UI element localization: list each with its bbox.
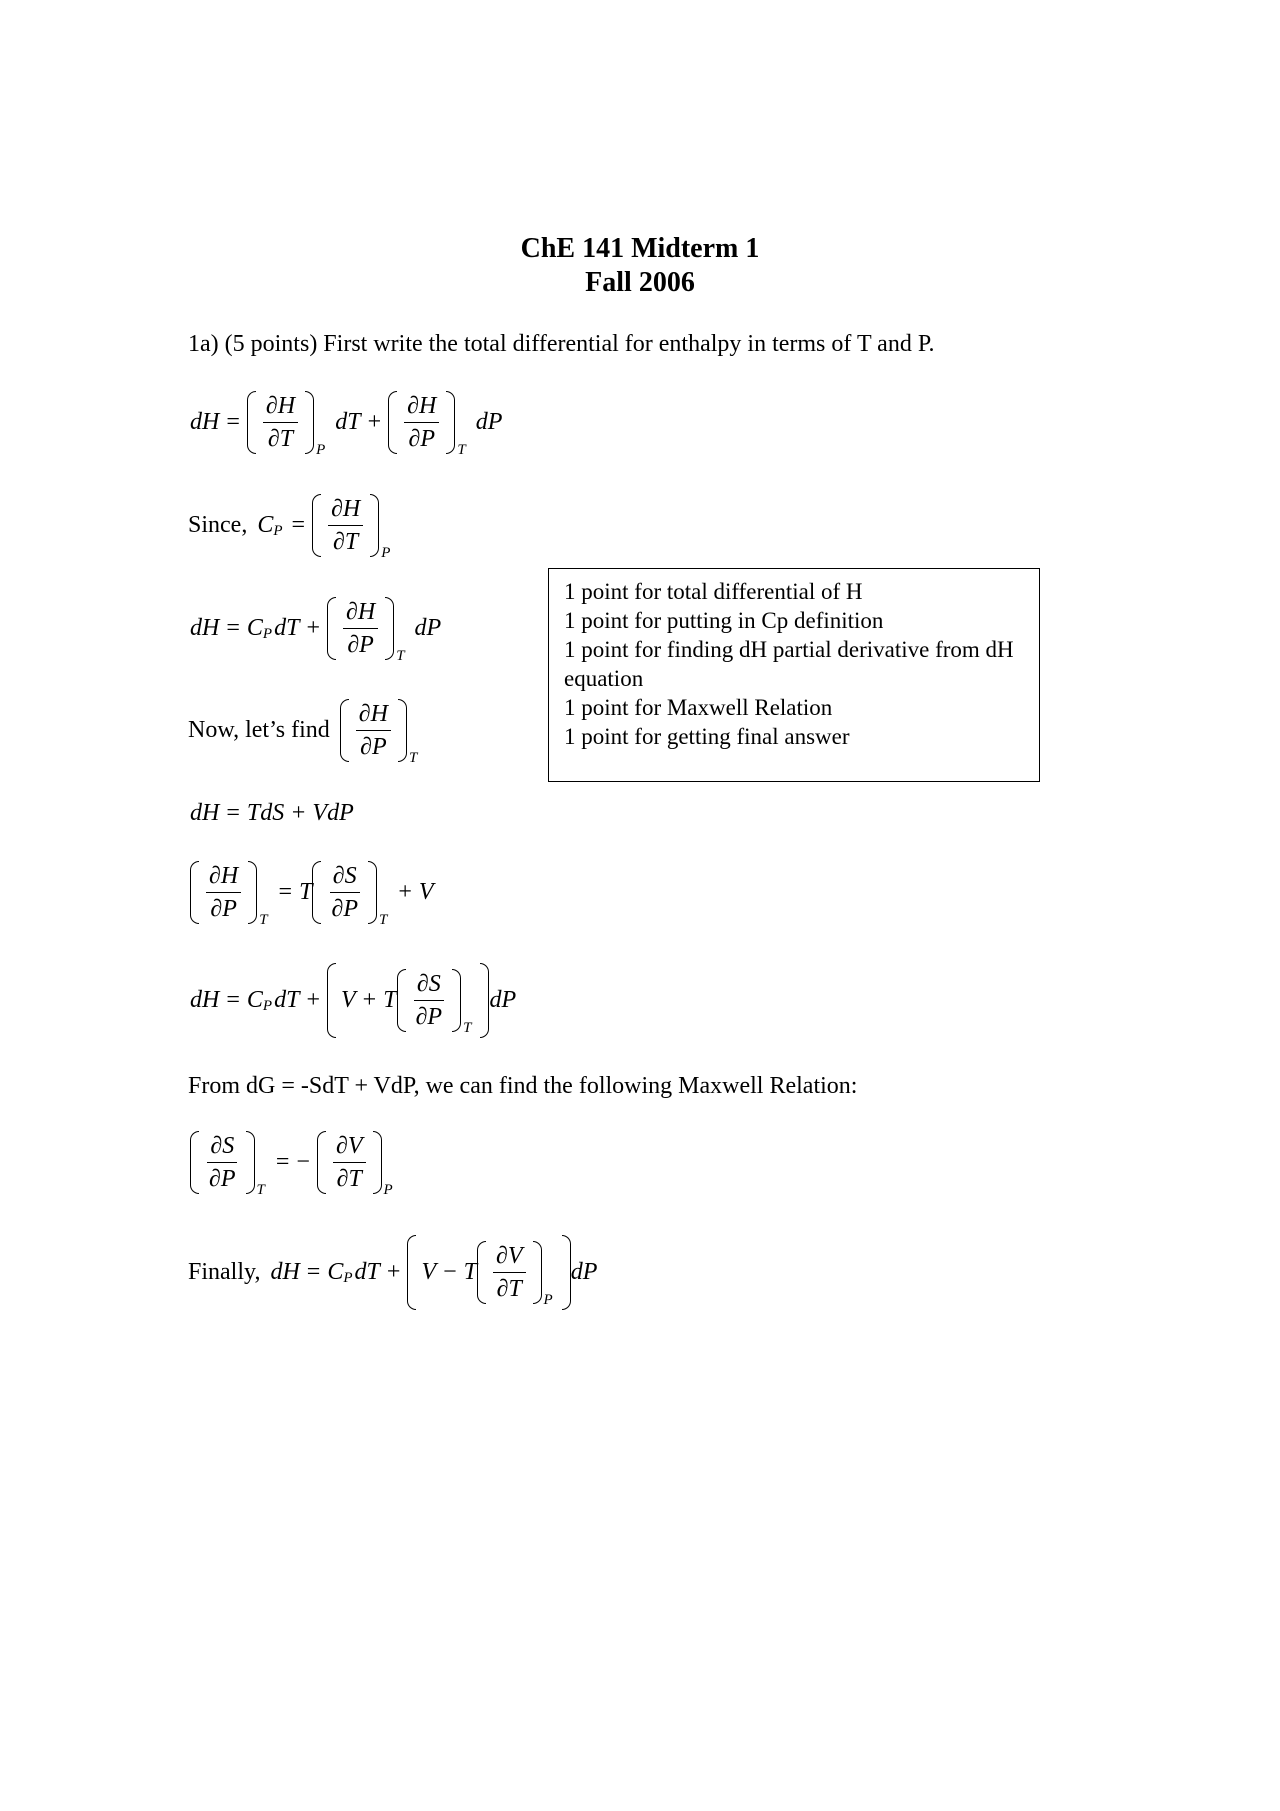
- eq-term: C: [246, 615, 263, 641]
- paren-group: [388, 390, 455, 455]
- paren-group: [190, 860, 257, 925]
- subscript: P: [381, 545, 391, 561]
- eq-op: =: [278, 879, 293, 905]
- partial-fraction: [326, 860, 363, 925]
- eq-term: dP: [414, 615, 442, 641]
- since-label: Since,: [188, 512, 248, 538]
- rubric-item: 1 point for putting in Cp definition: [564, 608, 884, 633]
- partial-fraction: [491, 1240, 528, 1305]
- subscript: P: [262, 626, 273, 642]
- eq-op: +: [398, 879, 412, 905]
- subscript: T: [457, 442, 466, 458]
- frac-num: ∂V: [493, 1240, 526, 1273]
- paren-group: [397, 968, 462, 1033]
- eq-term: dP: [489, 987, 517, 1013]
- paren-group: [190, 1130, 255, 1195]
- subscript: P: [316, 442, 326, 458]
- rubric-item: 1 point for Maxwell Relation: [564, 695, 833, 720]
- eq-term: V: [421, 1259, 437, 1285]
- eq-op: =: [275, 1149, 290, 1175]
- eq-term: dH: [270, 1259, 300, 1285]
- frac-den: ∂P: [209, 1166, 236, 1192]
- subscript: T: [259, 912, 268, 928]
- partial-fraction: [402, 390, 441, 455]
- page-subtitle: Fall 2006: [585, 267, 695, 298]
- eq-term: dT: [274, 615, 300, 641]
- eq-term: dT: [354, 1259, 380, 1285]
- eq-op: −: [296, 1149, 310, 1175]
- paren-group: [477, 1240, 542, 1305]
- frac-num: ∂H: [206, 860, 241, 893]
- rubric-item: 1 point for getting final answer: [564, 724, 850, 749]
- eq-term: C: [246, 987, 263, 1013]
- frac-den: ∂P: [347, 632, 374, 658]
- eq-term: dT: [274, 987, 300, 1013]
- eq-op: +: [367, 409, 382, 435]
- eq-term: T: [463, 1259, 478, 1285]
- frac-den: ∂T: [267, 426, 294, 452]
- eq-term: V: [418, 879, 434, 905]
- equation-maxwell: [190, 1130, 397, 1198]
- subscript: T: [396, 648, 405, 664]
- eq-op: =: [291, 512, 306, 538]
- eq-term: T: [383, 987, 397, 1013]
- equation-fundamental: [190, 800, 354, 827]
- partial-fraction: [341, 596, 380, 661]
- subscript: P: [343, 1270, 353, 1286]
- frac-den: ∂T: [336, 1166, 362, 1192]
- equation-cp-definition: [188, 493, 394, 561]
- paren-group: [407, 1234, 570, 1311]
- subscript: P: [273, 523, 283, 539]
- partial-fraction: [354, 698, 393, 763]
- paren-group: [312, 493, 379, 558]
- rubric-item: 1 point for finding dH partial derivative from dH equation: [564, 637, 1014, 691]
- question-1a: 1a) (5 points) First write the total differential for enthalpy in terms of T and P.: [188, 331, 935, 357]
- finally-label: Finally,: [188, 1259, 261, 1285]
- maxwell-intro-text: From dG = -SdT + VdP, we can find the following Maxwell Relation:: [188, 1073, 858, 1099]
- paren-group: [312, 860, 377, 925]
- rubric-item: 1 point for total differential of H: [564, 579, 863, 604]
- eq-term: dH: [190, 987, 220, 1013]
- eq-term: dH: [190, 409, 220, 435]
- paren-group: [317, 1130, 382, 1195]
- frac-num: ∂S: [330, 860, 360, 893]
- paren-group: [327, 596, 394, 661]
- eq-op: −: [443, 1259, 457, 1285]
- subscript: P: [262, 998, 273, 1014]
- partial-fraction: [326, 493, 365, 558]
- equation-dh-intermediate: [190, 962, 516, 1039]
- frac-num: ∂V: [333, 1130, 366, 1163]
- frac-num: ∂H: [328, 493, 363, 526]
- partial-fraction: [331, 1130, 368, 1195]
- eq-op: +: [362, 987, 377, 1013]
- frac-den: ∂P: [415, 1004, 443, 1030]
- frac-den: ∂T: [333, 529, 359, 555]
- rubric-box: [548, 568, 1040, 782]
- partial-fraction: [204, 1130, 241, 1195]
- subscript: T: [378, 912, 388, 928]
- eq-op: =: [226, 800, 240, 826]
- subscript: P: [383, 1182, 393, 1198]
- frac-den: ∂P: [408, 426, 436, 452]
- eq-op: =: [226, 409, 240, 435]
- eq-term: C: [327, 1259, 344, 1285]
- subscript: T: [256, 1182, 265, 1198]
- equation-total-differential: [190, 390, 503, 458]
- frac-num: ∂S: [207, 1130, 237, 1163]
- eq-op: +: [306, 615, 320, 641]
- paren-group: [247, 390, 314, 455]
- frac-num: ∂H: [356, 698, 391, 731]
- eq-term: T: [299, 879, 313, 905]
- partial-fraction: [204, 860, 243, 925]
- eq-op: +: [386, 1259, 401, 1285]
- frac-den: ∂P: [210, 896, 237, 922]
- eq-op: =: [226, 615, 240, 641]
- eq-op: =: [306, 1259, 321, 1285]
- frac-num: ∂H: [343, 596, 378, 629]
- frac-num: ∂H: [404, 390, 439, 423]
- equation-dh-cp: [190, 596, 442, 664]
- subscript: P: [543, 1292, 553, 1308]
- eq-term: V: [340, 987, 356, 1013]
- eq-term: TdS + VdP: [246, 800, 354, 826]
- eq-term: C: [257, 512, 274, 538]
- frac-num: ∂S: [414, 968, 444, 1001]
- page-title: ChE 141 Midterm 1: [520, 233, 760, 264]
- nowfind-label: Now, let’s find: [188, 717, 330, 743]
- frac-den: ∂P: [360, 734, 387, 760]
- eq-op: +: [306, 987, 320, 1013]
- eq-term: dP: [570, 1259, 598, 1285]
- paren-group: [327, 962, 489, 1039]
- eq-term: dH: [190, 615, 220, 641]
- equation-now-find: [188, 698, 421, 766]
- partial-fraction: [261, 390, 300, 455]
- subscript: T: [463, 1020, 472, 1036]
- subscript: T: [408, 750, 418, 766]
- equation-final: [188, 1234, 597, 1311]
- frac-num: ∂H: [263, 390, 298, 423]
- frac-den: ∂P: [331, 896, 358, 922]
- equation-dh-dp: [190, 860, 434, 928]
- partial-fraction: [411, 968, 448, 1033]
- paren-group: [340, 698, 407, 763]
- frac-den: ∂T: [496, 1276, 522, 1302]
- eq-term: dT: [335, 409, 361, 435]
- eq-term: dH: [190, 800, 220, 826]
- eq-term: dP: [475, 409, 503, 435]
- eq-op: =: [226, 987, 240, 1013]
